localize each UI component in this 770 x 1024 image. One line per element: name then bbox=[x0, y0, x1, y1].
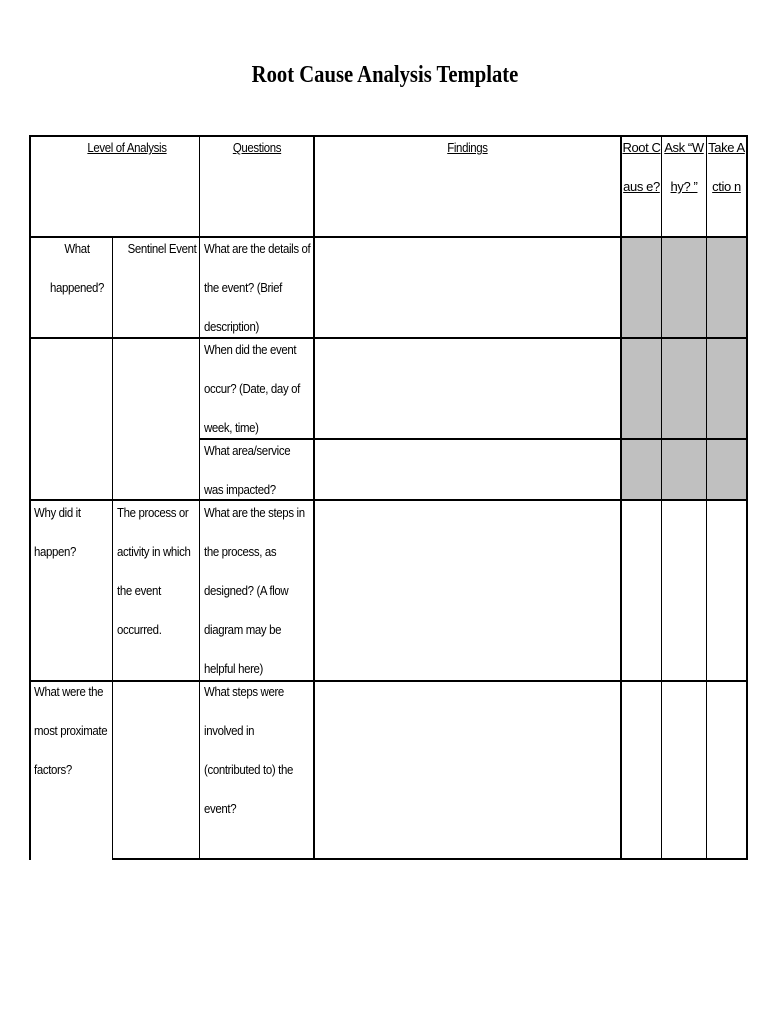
level-cell: What happened? bbox=[49, 241, 105, 295]
findings-cell[interactable] bbox=[315, 682, 620, 858]
header-questions: Questions bbox=[232, 140, 282, 155]
table-left-border bbox=[29, 135, 31, 860]
column-divider bbox=[112, 237, 113, 860]
shaded-cell bbox=[622, 238, 746, 499]
question-cell: What are the details of the event? (Brief description) bbox=[204, 241, 311, 334]
findings-cell[interactable] bbox=[315, 501, 620, 680]
question-cell: What area/service was impacted? bbox=[204, 443, 291, 497]
question-cell: What steps were involved in (contributed to) the event? bbox=[204, 684, 293, 816]
header-findings: Findings bbox=[447, 140, 488, 155]
level-cell: Why did it happen? bbox=[34, 505, 81, 559]
header-ask-why: Ask “Why? ” bbox=[664, 140, 704, 194]
column-divider bbox=[620, 135, 622, 860]
findings-cell[interactable] bbox=[315, 238, 620, 337]
column-divider bbox=[706, 135, 707, 860]
header-root-cause: Root Caus e? bbox=[622, 140, 661, 194]
table-right-border bbox=[746, 135, 748, 860]
header-level-of-analysis: Level of Analysis bbox=[87, 140, 167, 155]
sublevel-cell: Sentinel Event bbox=[127, 241, 197, 256]
table-bottom-border bbox=[112, 858, 747, 860]
sublevel-cell: The process or activity in which the event occurred. bbox=[117, 505, 191, 637]
findings-cell[interactable] bbox=[315, 339, 620, 438]
question-cell: What are the steps in the process, as designed? (A flow diagram may be helpful here) bbox=[204, 505, 305, 676]
header-take-action: Take Actio n bbox=[708, 140, 745, 194]
level-cell: What were the most proximate factors? bbox=[34, 684, 108, 777]
findings-cell[interactable] bbox=[315, 440, 620, 499]
page-title: Root Cause Analysis Template bbox=[251, 62, 519, 88]
column-divider bbox=[661, 135, 662, 860]
question-cell: When did the event occur? (Date, day of week, time) bbox=[204, 342, 300, 435]
